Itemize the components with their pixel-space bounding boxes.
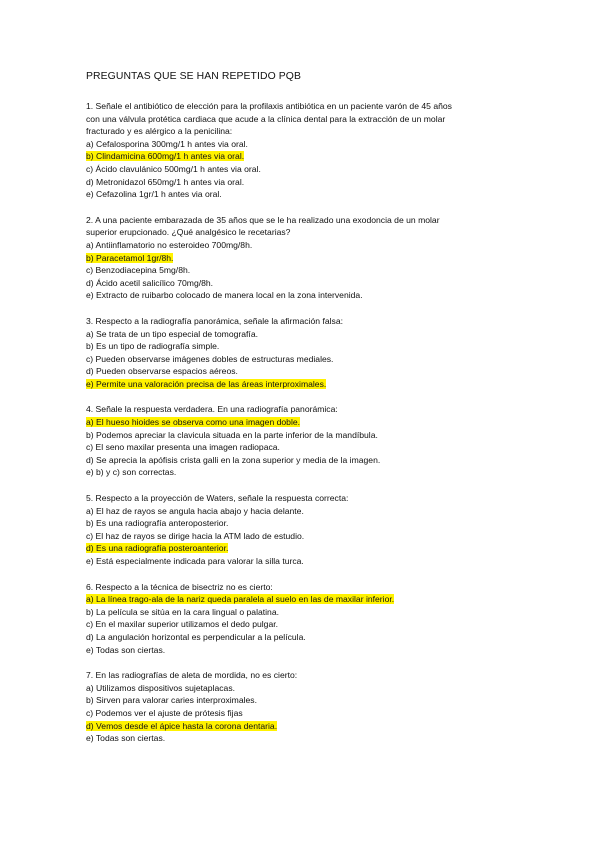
option-line <box>86 150 516 163</box>
question-stem-line: 5. Respecto a la proyección de Waters, señale la respuesta correcta: <box>86 493 349 504</box>
question-1 <box>86 100 516 201</box>
answer-option: b) Sirven para valorar caries interproximales. <box>86 695 257 706</box>
question-7 <box>86 669 516 745</box>
question-list <box>86 100 516 745</box>
option-line <box>86 365 516 378</box>
option-line <box>86 289 516 302</box>
option-line <box>86 353 516 366</box>
answer-option: d) Metronidazol 650mg/1 h antes via oral. <box>86 176 245 187</box>
option-line <box>86 542 516 555</box>
answer-option: a) Cefalosporina 300mg/1 h antes via oral. <box>86 138 248 149</box>
option-line <box>86 441 516 454</box>
question-stem-line: 1. Señale el antibiótico de elección para la profilaxis antibiótica en un paciente varón de 45 años <box>86 101 452 111</box>
question-stem-line: fracturado y es alérgico a la penicilina: <box>86 126 233 137</box>
option-line <box>86 720 516 733</box>
option-line <box>86 732 516 745</box>
answer-option: c) En el maxilar superior utilizamos el dedo pulgar. <box>86 619 279 630</box>
question-4 <box>86 403 516 479</box>
question-6 <box>86 581 516 657</box>
answer-option: c) Ácido clavulánico 500mg/1 h antes via oral. <box>86 163 261 174</box>
option-line <box>86 466 516 479</box>
option-line <box>86 429 516 442</box>
option-line <box>86 138 516 151</box>
answer-option: a) El haz de rayos se angula hacia abajo y hacia delante. <box>86 505 304 516</box>
option-line <box>86 176 516 189</box>
answer-option: e) Extracto de ruibarbo colocado de manera local en la zona intervenida. <box>86 290 363 301</box>
question-stem-line: 6. Respecto a la técnica de bisectriz no es cierto: <box>86 581 273 592</box>
option-line <box>86 618 516 631</box>
option-line <box>86 378 516 391</box>
highlighted-answer-option: a) La línea trago-ala de la nariz queda paralela al suelo en las de maxilar inferior. <box>86 594 395 605</box>
highlighted-answer-option: d) Vemos desde el ápice hasta la corona dentaria. <box>86 720 278 731</box>
answer-option: e) b) y c) son correctas. <box>86 467 177 478</box>
option-line <box>86 277 516 290</box>
question-2 <box>86 214 516 302</box>
question-stem-line: con una válvula protética cardiaca que acude a la clínica dental para la extracción de un molar <box>86 113 446 124</box>
question-stem-line: 4. Señale la respuesta verdadera. En una radiografía panorámica: <box>86 404 338 415</box>
answer-option: a) Utilizamos dispositivos sujetaplacas. <box>86 682 236 693</box>
question-stem-line: 7. En las radiografías de aleta de mordida, no es cierto: <box>86 670 298 681</box>
answer-option: c) Benzodiacepina 5mg/8h. <box>86 265 191 276</box>
answer-option: c) Podemos ver el ajuste de prótesis fijas <box>86 707 243 718</box>
answer-option: e) Todas son ciertas. <box>86 733 166 744</box>
option-line <box>86 505 516 518</box>
answer-option: e) Está especialmente indicada para valorar la silla turca. <box>86 556 304 566</box>
answer-option: b) Podemos apreciar la clavicula situada en la parte inferior de la mandíbula. <box>86 429 378 440</box>
option-line <box>86 606 516 619</box>
answer-option: a) Se trata de un tipo especial de tomografía. <box>86 328 258 339</box>
document-page <box>86 70 516 758</box>
option-line <box>86 593 516 606</box>
answer-option: c) El seno maxilar presenta una imagen radiopaca. <box>86 442 280 453</box>
option-line <box>86 163 516 176</box>
option-line <box>86 264 516 277</box>
answer-option: c) El haz de rayos se dirige hacia la ATM lado de estudio. <box>86 530 305 541</box>
option-line <box>86 239 516 252</box>
question-stem-line: superior erupcionado. ¿Qué analgésico le recetarias? <box>86 227 291 238</box>
question-5 <box>86 492 516 568</box>
option-line <box>86 707 516 720</box>
option-line <box>86 644 516 657</box>
question-stem-line: 2. A una paciente embarazada de 35 años que se le ha realizado una exodoncia de un molar <box>86 214 440 225</box>
option-line <box>86 555 516 568</box>
option-line <box>86 328 516 341</box>
answer-option: b) Es una radiografía anteroposterior. <box>86 518 229 529</box>
answer-option: b) Es un tipo de radiografía simple. <box>86 341 220 352</box>
answer-option: e) Cefazolina 1gr/1 h antes via oral. <box>86 189 222 200</box>
option-line <box>86 682 516 695</box>
highlighted-answer-option: e) Permite una valoración precisa de las áreas interproximales. <box>86 378 327 389</box>
option-line <box>86 340 516 353</box>
option-line <box>86 252 516 265</box>
answer-option: a) Antiinflamatorio no esteroideo 700mg/8h. <box>86 239 253 250</box>
option-line <box>86 188 516 201</box>
highlighted-answer-option: b) Clindamicina 600mg/1 h antes via oral. <box>86 151 245 162</box>
option-line <box>86 530 516 543</box>
question-3 <box>86 315 516 391</box>
answer-option: d) Pueden observarse espacios aéreos. <box>86 366 238 377</box>
question-stem-line: 3. Respecto a la radiografía panorámica, señale la afirmación falsa: <box>86 315 343 326</box>
option-line <box>86 454 516 467</box>
answer-option: d) La angulación horizontal es perpendicular a la película. <box>86 631 306 642</box>
answer-option: d) Ácido acetil salicílico 70mg/8h. <box>86 277 214 288</box>
option-line <box>86 631 516 644</box>
answer-option: b) La película se sitúa en la cara lingual o palatina. <box>86 606 280 617</box>
answer-option: d) Se aprecia la apófisis crista galli en la zona superior y media de la imagen. <box>86 454 381 465</box>
answer-option: e) Todas son ciertas. <box>86 644 166 655</box>
option-line <box>86 517 516 530</box>
page-title: PREGUNTAS QUE SE HAN REPETIDO PQB <box>86 71 301 82</box>
highlighted-answer-option: a) El hueso hioides se observa como una imagen doble. <box>86 417 301 428</box>
option-line <box>86 694 516 707</box>
highlighted-answer-option: b) Paracetamol 1gr/8h. <box>86 252 174 263</box>
answer-option: c) Pueden observarse imágenes dobles de estructuras mediales. <box>86 353 334 364</box>
option-line <box>86 416 516 429</box>
highlighted-answer-option: d) Es una radiografía posteroanterior. <box>86 543 229 554</box>
